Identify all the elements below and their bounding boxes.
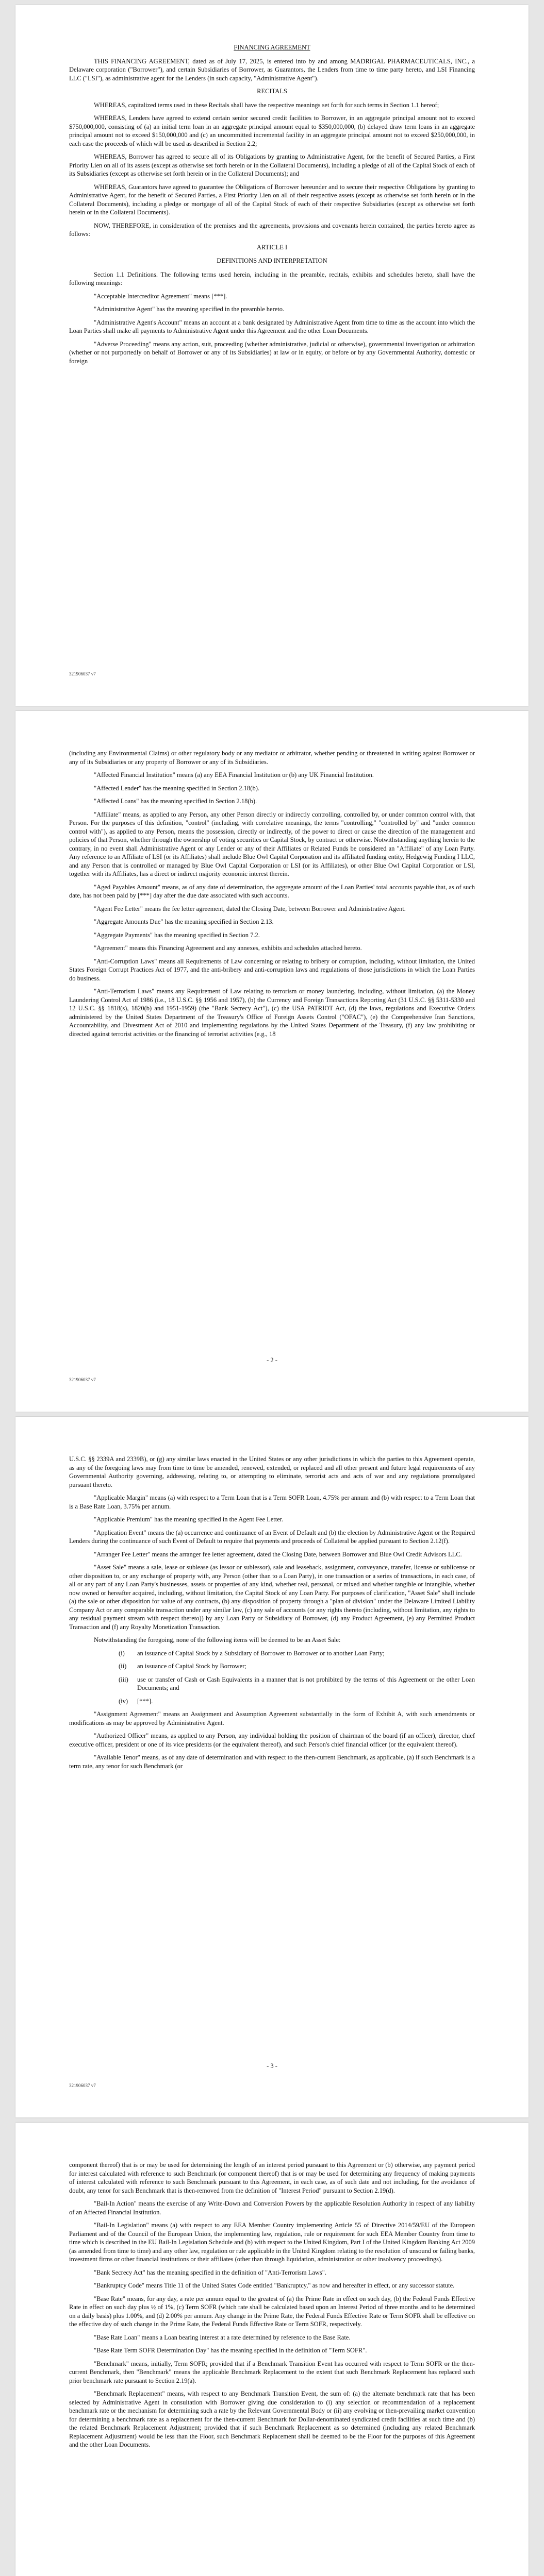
definition-paragraph: "Application Event" means the (a) occurrence and continuance of an Event of Default and (b) the election by Administrative Agent or the Required Lenders during the continuance of such Event of Default to require that payments and proceeds of Collateral be applied pursuant to Section 2.12(f). — [69, 1529, 475, 1545]
recital-paragraph: WHEREAS, Guarantors have agreed to guarantee the Obligations of Borrower hereunder and to secure their respective Obligations by granting to Administrative Agent, for the benefit of Secured Parties, a First Priority Lien on all of their respective assets (except as otherwise set forth herein or in the Collateral Documents), including a pledge or mortgage of all of the Capital Stock of each of their respective Subsidiaries (except as otherwise set forth herein or in the Collateral Documents). — [69, 183, 475, 216]
article-heading: ARTICLE I — [256, 243, 288, 251]
page-1 — [15, 5, 529, 706]
definition-paragraph: "Base Rate Loan" means a Loan bearing interest at a rate determined by reference to the Base Rate. — [94, 2333, 351, 2341]
document-title: FINANCING AGREEMENT — [234, 44, 310, 51]
now-therefore-paragraph: NOW, THEREFORE, in consideration of the premises and the agreements, provisions and covenants herein contained, the parties hereto agree as follows: — [69, 222, 475, 238]
list-item-text: [***]. — [137, 1697, 153, 1705]
list-item-text: an issuance of Capital Stock by a Subsidiary of Borrower to Borrower or to another Loan Party; — [137, 1649, 385, 1657]
definition-paragraph: "Agent Fee Letter" means the fee letter agreement, dated the Closing Date, between Borrower and Administrative Agent. — [94, 905, 406, 912]
list-item — [69, 1649, 475, 1658]
continued-paragraph: component thereof) that is or may be used for determining the length of an interest period pursuant to this Agreement or (b) otherwise, any payment period for interest calculated with reference to such Benchmark (or component thereof) that is or may be used for determining any frequency of making payments of interest calculated with reference to such Benchmark pursuant to this Agreement, in each case, as of such date and not including, for the avoidance of doubt, any tenor for such Benchmark that is then-removed from the definition of "Interest Period" pursuant to Section 2.19(d). — [69, 2161, 475, 2194]
list-item-text: an issuance of Capital Stock by Borrower; — [137, 1663, 246, 1670]
notwithstanding-paragraph: Notwithstanding the foregoing, none of the following items will be deemed to be an Asset Sale: — [94, 1636, 341, 1643]
definition-paragraph: "Bank Secrecy Act" has the meaning specified in the definition of "Anti-Terrorism Laws". — [94, 2268, 327, 2276]
definition-paragraph: "Asset Sale" means a sale, lease or sublease (as lessor or sublessor), sale and leaseback, assignment, conveyance, transfer, license or sublicense or other disposition to, or any exchange of property with, any Person (other than to a Loan Party), in one transaction or a series of transactions, in each case, of all or any part of any Loan Party's businesses, assets or properties of any kind, whether real, personal, or mixed and whether tangible or intangible, whether now owned or hereafter acquired, including, without limitation, the Capital Stock of any Loan Party. For purposes of clarification, "Asset Sale" shall include (a) the sale or other disposition for value of any contracts, (b) any disposition of property through a "plan of division" under the Delaware Limited Liability Company Act or any comparable transaction under any similar law, (c) any sale of accounts (or any rights thereto (including, without limitation, any rights to any residual payment stream with respect thereto)) by any Loan Party or Subsidiary of Borrower, (d) any Product Agreement, (e) any Permitted Product Transaction and (f) any Royalty Monetization Transaction. — [69, 1564, 475, 1631]
definition-paragraph: "Aggregate Payments" has the meaning specified in Section 7.2. — [94, 931, 260, 939]
definition-paragraph: "Bankruptcy Code" means Title 11 of the United States Code entitled "Bankruptcy," as now and hereafter in effect, or any successor statute. — [94, 2282, 455, 2289]
recital-paragraph: WHEREAS, Lenders have agreed to extend certain senior secured credit facilities to Borrower, in an aggregate principal amount not to exceed $750,000,000, consisting of (a) an initial term loan in an aggregate principal amount equal to $350,000,000, (b) delayed draw term loans in an aggregate principal amount not to exceed $150,000,000 and (c) an uncommitted incremental facility in an aggregate principal amount not to exceed $250,000,000, in each case the proceeds of which will be used as described in Section 2.2; — [69, 114, 475, 147]
definition-paragraph: "Bail-In Legislation" means (a) with respect to any EEA Member Country implementing Article 55 of Directive 2014/59/EU of the European Parliament and of the Council of the European Union, the implementing law, regulation, rule or requirement for such EEA Member Country from time to time which is described in the EU Bail-In Legislation Schedule and (b) with respect to the United Kingdom, Part I of the United Kingdom Banking Act 2009 (as amended from time to time) and any other law, regulation or rule applicable in the United Kingdom relating to the resolution of unsound or failing banks, investment firms or other financial institutions or their affiliates (other than through liquidation, administration or other insolvency proceedings). — [69, 2222, 475, 2263]
definition-paragraph: "Aggregate Amounts Due" has the meaning specified in Section 2.13. — [94, 918, 274, 925]
definition-paragraph: "Acceptable Intercreditor Agreement" means [***]. — [94, 292, 227, 300]
recital-paragraph: WHEREAS, Borrower has agreed to secure all of its Obligations by granting to Administrative Agent, for the benefit of Secured Parties, a First Priority Lien on all of its assets (except as otherwise set forth herein or in the Collateral Documents), including a pledge of all of the Capital Stock of each of its Subsidiaries (except as otherwise set forth herein or in the Collateral Documents); and — [69, 153, 475, 177]
definition-paragraph: "Affiliate" means, as applied to any Person, any other Person directly or indirectly controlling, controlled by, or under common control with, that Person. For the purposes of this definition, "control" (including, with correlative meanings, the terms "controlling," "controlled by" and "under common control with"), as applied to any Person, means the possession, directly or indirectly, of the power to direct or cause the direction of the management and policies of that Person, whether through the ownership of voting securities or Capital Stock, by contract or otherwise. Notwithstanding anything herein to the contrary, in no event shall Administrative Agent or any Lender or any of their Affiliates or Related Funds be considered an "Affiliate" of any Loan Party. Any reference to an Affiliate of LSI (or its Affiliates) shall include Blue Owl Capital Corporation and its affiliated funding entity, Hedgewig Funding I LLC, and any Person that is controlled or managed by Blue Owl Capital Corporation or LSI (or its Affiliates), or other Blue Owl Capital Corporation or LSI, together with its Affiliates, has a direct or indirect majority economic interest therein. — [69, 810, 475, 877]
intro-paragraph: THIS FINANCING AGREEMENT, dated as of July 17, 2025, is entered into by and among MADRIGAL PHARMACEUTICALS, INC., a Delaware corporation ("Borrower"), and certain Subsidiaries of Borrower, as Guarantors, the Lenders from time to time party hereto, and LSI Financing LLC ("LSI"), as administrative agent for the Lenders (in such capacity, "Administrative Agent"). — [69, 57, 475, 82]
list-item — [69, 1675, 475, 1692]
document-id: 321906037 v7 — [69, 2082, 96, 2088]
definition-paragraph: "Benchmark Replacement" means, with respect to any Benchmark Transition Event, the sum of: (a) the alternate benchmark rate that has been selected by Administrative Agent in consultation with Borrower giving due consideration to (i) any selection or recommendation of a replacement benchmark rate or the mechanism for determining such a rate by the Relevant Governmental Body or (ii) any evolving or then-prevailing market convention for determining a benchmark rate as a replacement for the then-current Benchmark for Dollar-denominated syndicated credit facilities at such time and (b) the related Benchmark Replacement Adjustment; provided that if such Benchmark Replacement as so determined (including any related Benchmark Replacement Adjustment) would be less than the Floor, such Benchmark Replacement shall be deemed to be the Floor for the purposes of this Agreement and the other Loan Documents. — [69, 2390, 475, 2448]
list-item-text: use or transfer of Cash or Cash Equivalents in a manner that is not prohibited by the terms of this Agreement or the other Loan Documents; and — [137, 1675, 475, 1691]
definition-paragraph: "Bail-In Action" means the exercise of any Write-Down and Conversion Powers by the applicable Resolution Authority in respect of any liability of an Affected Financial Institution. — [69, 2200, 475, 2216]
definition-paragraph: "Anti-Terrorism Laws" means any Requirement of Law relating to terrorism or money laundering, including, without limitation, (a) the Money Laundering Control Act of 1986 (i.e., 18 U.S.C. §§ 1956 and 1957), (b) the Currency and Foreign Transactions Reporting Act (31 U.S.C. §§ 5311-5330 and 12 U.S.C. §§ 1818(s), 1820(b) and 1951-1959) (the "Bank Secrecy Act"), (c) the USA PATRIOT Act, (d) the laws, regulations and Executive Orders administered by the United States Department of the Treasury's Office of Foreign Assets Control ("OFAC"), (e) the Comprehensive Iran Sanctions, Accountability, and Divestment Act of 2010 and implementing regulations by the United States Department of the Treasury, (f) any law prohibiting or directed against terrorist activities or the financing of terrorist activities (e.g., 18 — [69, 988, 475, 1038]
recital-paragraph: WHEREAS, capitalized terms used in these Recitals shall have the respective meanings set forth for such terms in Section 1.1 hereof; — [94, 101, 439, 109]
definition-paragraph: "Anti-Corruption Laws" means all Requirements of Law concerning or relating to bribery or corruption, including, without limitation, the United States Foreign Corrupt Practices Act of 1977, and the anti-bribery and anti-corruption laws and regulations of those jurisdictions in which the Loan Parties do business. — [69, 957, 475, 982]
continued-paragraph: U.S.C. §§ 2339A and 2339B), or (g) any similar laws enacted in the United States or any other jurisdictions in which the parties to this Agreement operate, as any of the foregoing laws may from time to time be amended, renewed, extended, or replaced and all other present and future legal requirements of any Governmental Authority governing, addressing, relating to, or attempting to eliminate, terrorist acts and acts of war and any regulations promulgated pursuant thereto. — [69, 1455, 475, 1488]
definition-paragraph: "Affected Loans" has the meaning specified in Section 2.18(b). — [94, 798, 257, 805]
definition-paragraph: "Affected Lender" has the meaning specified in Section 2.18(b). — [94, 784, 259, 792]
page-4 — [15, 2123, 529, 2576]
definition-paragraph: "Administrative Agent" has the meaning specified in the preamble hereto. — [94, 306, 285, 313]
list-item-number: (iv) — [119, 1697, 128, 1705]
document-id: 321906037 v7 — [69, 1377, 96, 1382]
page-3 — [15, 1417, 529, 2117]
definition-paragraph: "Agreement" means this Financing Agreement and any annexes, exhibits and schedules attached hereto. — [94, 944, 362, 952]
document-id: 321906037 v7 — [69, 671, 96, 676]
page-number: - 3 - — [267, 2062, 277, 2070]
list-item-number: (i) — [119, 1649, 125, 1657]
definition-paragraph: "Available Tenor" means, as of any date of determination and with respect to the then-current Benchmark, as applicable, (a) if such Benchmark is a term rate, any tenor for such Benchmark (or — [69, 1754, 475, 1770]
list-item — [69, 1697, 475, 1706]
page-number: - 2 - — [267, 1356, 277, 1364]
recitals-heading: RECITALS — [257, 88, 287, 95]
definition-paragraph: "Base Rate" means, for any day, a rate per annum equal to the greatest of (a) the Prime Rate in effect on such day, (b) the Federal Funds Effective Rate in effect on such day plus ½ of 1%, (c) Term SOFR (which rate shall be calculated based upon an Interest Period of three months and to be determined on a daily basis) plus 1.00%, and (d) 2.00% per annum. Any change in the Prime Rate, the Federal Funds Effective Rate or Term SOFR shall be effective on the effective day of such change in the Prime Rate, the Federal Funds Effective Rate or Term SOFR, respectively. — [69, 2295, 475, 2328]
definition-paragraph: "Adverse Proceeding" means any action, suit, proceeding (whether administrative, judicial or otherwise), governmental investigation or arbitration (whether or not purportedly on behalf of Borrower or any of its Subsidiaries) at law or in equity, or before or by any Governmental Authority, domestic or foreign — [69, 340, 475, 365]
list-item — [69, 1662, 475, 1671]
definition-paragraph: "Administrative Agent's Account" means an account at a bank designated by Administrative Agent from time to time as the account into which the Loan Parties shall make all payments to Administrative Agent under this Agreement and the other Loan Documents. — [69, 318, 475, 334]
definition-paragraph: "Affected Financial Institution" means (a) any EEA Financial Institution or (b) any UK Financial Institution. — [94, 771, 374, 778]
page-2 — [15, 711, 529, 1412]
definition-paragraph: "Aged Payables Amount" means, as of any date of determination, the aggregate amount of the Loan Parties' total accounts payable that, as of such date, has not been paid by [***] day after the due date associated with such accounts. — [69, 883, 475, 899]
definition-paragraph: "Applicable Margin" means (a) with respect to a Term Loan that is a Term SOFR Loan, 4.75% per annum and (b) with respect to a Term Loan that is a Base Rate Loan, 3.75% per annum. — [69, 1494, 475, 1510]
definition-paragraph: "Authorized Officer" means, as applied to any Person, any individual holding the position of chairman of the board (if an officer), director, chief executive officer, president or one of its vice presidents (or the equivalent thereof), and such Person's chief financial officer (or the equivalent thereof). — [69, 1732, 475, 1748]
definition-paragraph: "Assignment Agreement" means an Assignment and Assumption Agreement substantially in the form of Exhibit A, with such amendments or modifications as may be approved by Administrative Agent. — [69, 1710, 475, 1726]
list-item-number: (ii) — [119, 1663, 127, 1670]
continued-paragraph: (including any Environmental Claims) or other regulatory body or any mediator or arbitrator, whether pending or threatened in writing against Borrower or any of its Subsidiaries or any property of Borrower or any of its Subsidiaries. — [69, 750, 475, 766]
definition-paragraph: "Arranger Fee Letter" means the arranger fee letter agreement, dated the Closing Date, between Borrower and Blue Owl Credit Advisors LLC. — [94, 1550, 462, 1558]
definition-paragraph: "Base Rate Term SOFR Determination Day" has the meaning specified in the definition of "Term SOFR". — [94, 2347, 367, 2354]
list-item-number: (iii) — [119, 1675, 128, 1683]
definition-paragraph: "Benchmark" means, initially, Term SOFR; provided that if a Benchmark Transition Event has occurred with respect to Term SOFR or the then-current Benchmark, then "Benchmark" means the applicable Benchmark Replacement to the extent that such Benchmark Replacement has replaced such prior benchmark rate pursuant to Section 2.19(a). — [69, 2360, 475, 2384]
definition-paragraph: "Applicable Premium" has the meaning specified in the Agent Fee Letter. — [94, 1516, 284, 1523]
article-title: DEFINITIONS AND INTERPRETATION — [217, 257, 327, 264]
section-1-1-paragraph: Section 1.1 Definitions. The following terms used herein, including in the preamble, recitals, exhibits and schedules hereto, shall have the following meanings: — [69, 270, 475, 286]
